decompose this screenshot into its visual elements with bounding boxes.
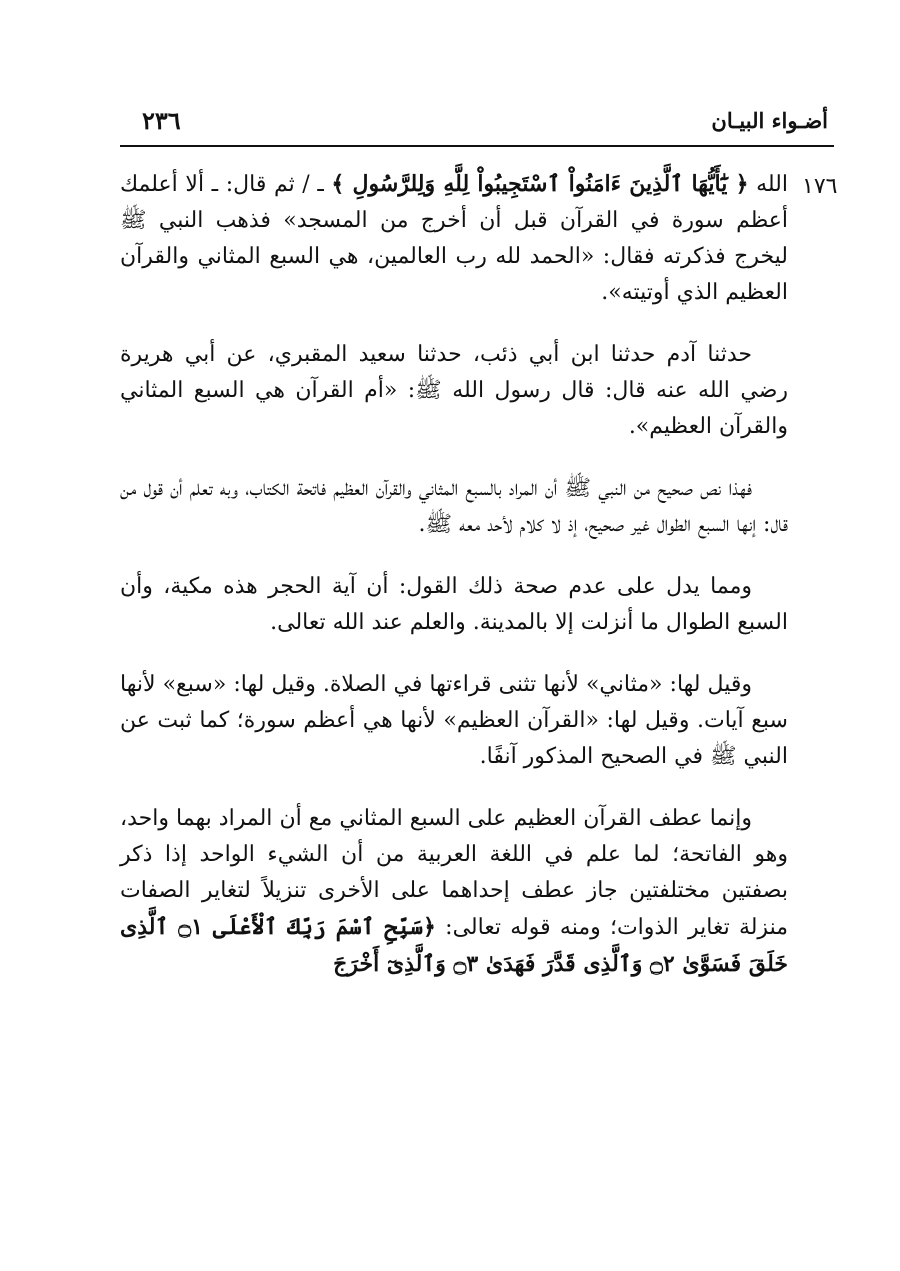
- paragraph-1: [120, 166, 788, 311]
- paragraph-3: فهذا نص صحيح من النبي ﷺ أن المراد بالسبع المثاني والقرآن العظيم فاتحة الكتاب، وبه تعلم أن قول من قال: إنها السبع الطوال غير صحيح، إذ لا كلام لأحد معه ﷺ.: [120, 476, 788, 537]
- paragraph-2: حدثنا آدم حدثنا ابن أبي ذئب، حدثنا سعيد المقبري، عن أبي هريرة رضي الله عنه قال: قال رسول الله ﷺ: «أم القرآن هي السبع المثاني والقرآن العظيم».: [120, 342, 788, 439]
- header-rule: [120, 145, 834, 147]
- ornate-bracket-open: ﴿: [735, 172, 749, 197]
- margin-page-reference: ١٧٦: [802, 174, 838, 199]
- page-number: ٢٣٦: [142, 106, 181, 135]
- quran-verse-2: سَبِّحِ ٱسْمَ رَبِّكَ ٱلْأَعْلَى ۝١ ٱلَّذِى خَلَقَ فَسَوَّىٰ ۝٢ وَٱلَّذِى قَدَّرَ فَهَدَىٰ ۝٣ وَٱلَّذِىٓ أَخْرَجَ: [120, 914, 788, 977]
- ornate-bracket-open-2: ﴿: [423, 915, 436, 940]
- page-header: [120, 108, 834, 144]
- quran-verse: يَٰٓأَيُّهَا ٱلَّذِينَ ءَامَنُواْ ٱسْتَجِيبُواْ لِلَّهِ وَلِلرَّسُولِ: [344, 171, 736, 197]
- book-title: أضـواء البيـان: [711, 108, 828, 133]
- paragraph-4: ومما يدل على عدم صحة ذلك القول: أن آية الحجر هذه مكية، وأن السبع الطوال ما أنزلت إلا بالمدينة. والعلم عند الله تعالى.: [120, 574, 788, 635]
- paragraph-1-lead: الله: [748, 172, 789, 197]
- paragraph-6: [120, 801, 788, 983]
- paragraph-1-rest: ـ / ثم قال: ـ ألا أعلمك أعظم سورة في القرآن قبل أن أخرج من المسجد» فذهب النبي ﷺ ليخرج فذكرته فقال: «الحمد لله رب العالمين، هي السبع المثاني والقرآن العظيم الذي أوتيته».: [120, 172, 788, 305]
- paragraph-5: وقيل لها: «مثاني» لأنها تثنى قراءتها في الصلاة. وقيل لها: «سبع» لأنها سبع آيات. وقيل لها: «القرآن العظيم» لأنها هي أعظم سورة؛ كما ثبت عن النبي ﷺ في الصحيح المذكور آنفًا.: [120, 672, 788, 769]
- ornate-bracket-close: ﴾: [331, 172, 345, 197]
- page-body: [120, 166, 788, 1009]
- paragraph-6-text: وإنما عطف القرآن العظيم على السبع المثاني مع أن المراد بهما واحد، وهو الفاتحة؛ لما علم في اللغة العربية من أن الشيء الواحد إذا ذكر بصفتين مختلفتين جاز عطف إحداهما على الأخرى تنزيلاً لتغاير الصفات منزلة تغاير الذوات؛ ومنه قوله تعالى:: [120, 806, 788, 940]
